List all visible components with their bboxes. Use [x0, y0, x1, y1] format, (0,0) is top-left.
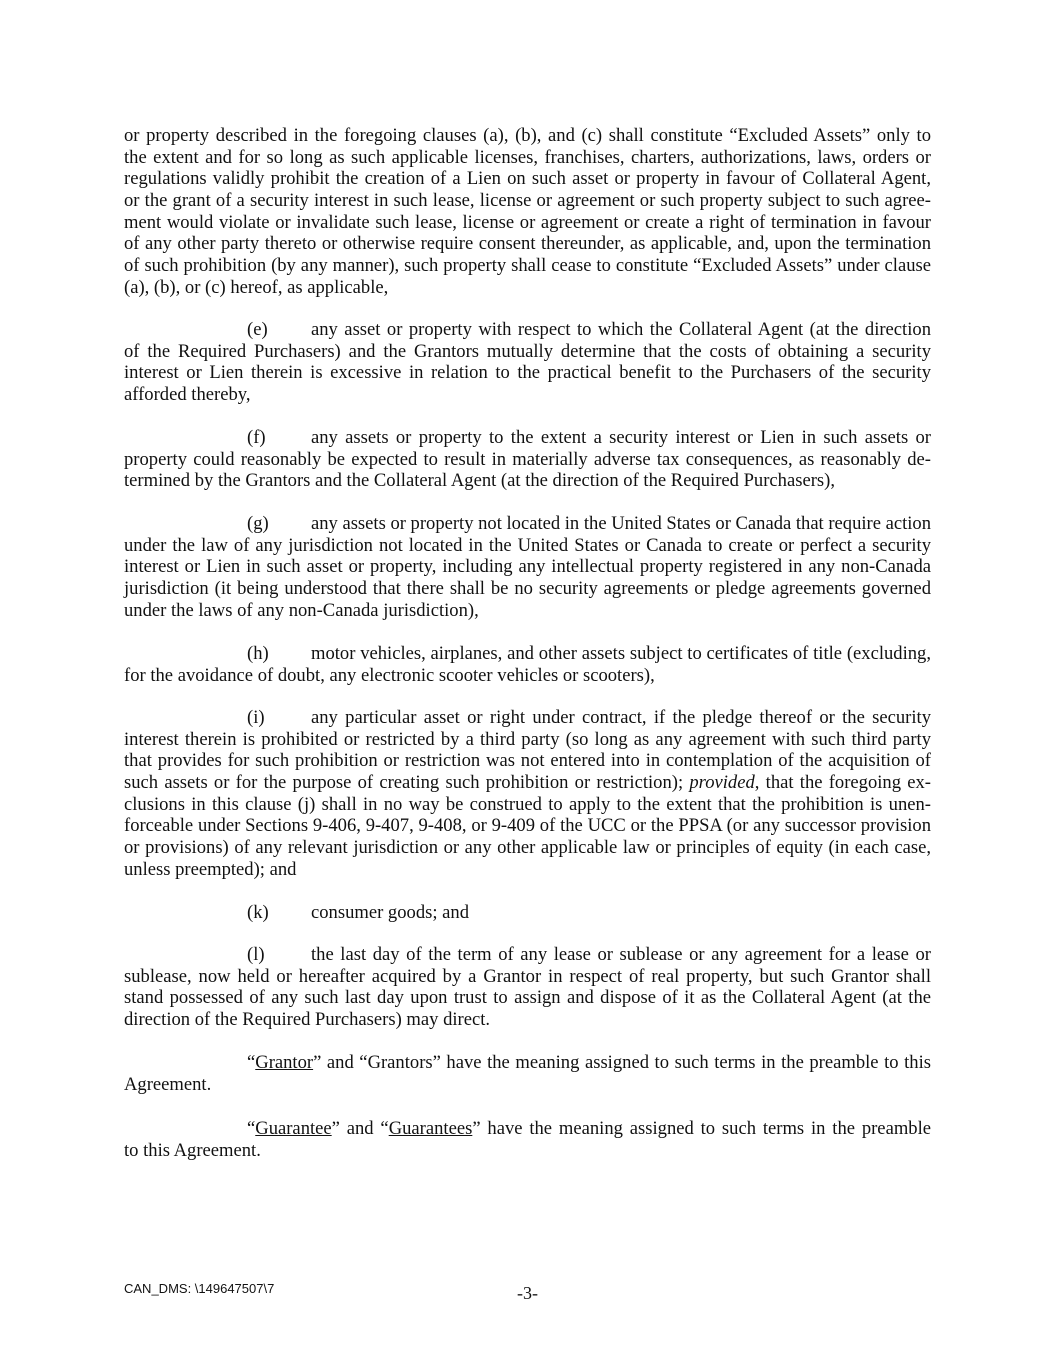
- text-line: [124, 665, 931, 687]
- text-segment: regulations validly prohibit the creation of a Lien on such asset or property in favour of Collateral Agent,: [124, 168, 931, 190]
- page-number: -3-: [517, 1283, 538, 1303]
- text-line: [124, 212, 931, 234]
- text-line: [124, 147, 931, 169]
- defined-term: Guarantee: [255, 1118, 332, 1139]
- text-line: [124, 902, 931, 924]
- text-segment: “: [247, 1052, 256, 1073]
- text-line: [124, 966, 931, 988]
- text-segment: any assets or property not located in the United States or Canada that require action: [311, 513, 931, 534]
- paragraph-definition-grantor: [124, 1052, 931, 1095]
- text-segment: under the laws of any non-Canada jurisdiction),: [124, 599, 479, 621]
- text-segment: of any other party thereto or otherwise require consent thereunder, as applicable, and, upon the termination: [124, 233, 931, 255]
- paragraph-clause-f: [124, 427, 931, 492]
- clause-label: (e): [247, 319, 268, 340]
- text-segment: any assets or property to the extent a security interest or Lien in such assets or: [311, 427, 931, 448]
- text-line: [124, 859, 931, 881]
- text-segment: or provisions) of any relevant jurisdiction or any other applicable law or principles of equity (in each case,: [124, 837, 931, 859]
- text-line: [124, 772, 931, 794]
- text-line: [124, 362, 931, 384]
- clause-label: (f): [247, 427, 266, 448]
- paragraph-clause-e: [124, 319, 931, 406]
- paragraph-clause-g: [124, 513, 931, 621]
- text-segment: stand possessed of any such last day upon trust to assign and dispose of it as the Collateral Agent (at the: [124, 987, 931, 1009]
- text-line: [124, 707, 931, 729]
- text-line: [124, 1052, 931, 1074]
- paragraph-definition-guarantee: [124, 1118, 931, 1161]
- text-segment: , that the foregoing ex-: [754, 772, 932, 794]
- text-segment: interest therein is prohibited or restricted by a third party (so long as any agreement with such third party: [124, 728, 931, 750]
- text-line: [124, 837, 931, 859]
- paragraph-clause-l: [124, 944, 931, 1031]
- clause-label: (h): [247, 643, 269, 664]
- text-segment: forceable under Sections 9-406, 9-407, 9-408, or 9-409 of the UCC or the PPSA (or any successor provision: [124, 815, 931, 837]
- text-segment: such assets or for the purpose of creating such prohibition or restriction);: [124, 772, 690, 794]
- text-line: [124, 578, 931, 600]
- text-segment: afforded thereby,: [124, 384, 251, 406]
- text-segment: interest or Lien therein is excessive in relation to the practical benefit to the Purchasers of the security: [124, 362, 931, 384]
- text-segment: (a), (b), or (c) hereof, as applicable,: [124, 276, 389, 298]
- text-line: [124, 729, 931, 751]
- text-line: [124, 643, 931, 665]
- paragraph-clause-i: [124, 707, 931, 881]
- text-segment: sublease, now held or hereafter acquired by a Grantor in respect of real property, but such Grantor shall: [124, 965, 931, 987]
- text-segment: the last day of the term of any lease or sublease or any agreement for a lease or: [311, 944, 931, 965]
- text-line: [124, 987, 931, 1009]
- text-segment: direction of the Required Purchasers) may direct.: [124, 1009, 491, 1031]
- text-segment: or the grant of a security interest in such lease, license or agreement or such property subject to such agree-: [124, 190, 931, 212]
- text-segment: of such prohibition (by any manner), such property shall cease to constitute “Excluded Assets” under clause: [124, 255, 931, 277]
- text-segment: termined by the Grantors and the Collateral Agent (at the direction of the Required Purchasers),: [124, 470, 835, 492]
- text-segment: interest or Lien in such asset or property, including any intellectual property registered in any non-Canada: [124, 556, 931, 578]
- text-line: [124, 535, 931, 557]
- text-line: [124, 1140, 931, 1162]
- text-line: [124, 277, 931, 299]
- text-line: [124, 1009, 931, 1031]
- paragraph-clause-k: [124, 902, 931, 924]
- text-line: [124, 341, 931, 363]
- text-segment: any asset or property with respect to which the Collateral Agent (at the direction: [311, 319, 931, 340]
- text-segment: to this Agreement.: [124, 1139, 261, 1161]
- text-line: [124, 255, 931, 277]
- clause-label: (i): [247, 707, 265, 728]
- clause-label: (k): [247, 902, 269, 923]
- text-line: [124, 600, 931, 622]
- text-line: [124, 427, 931, 449]
- text-line: [124, 384, 931, 406]
- text-segment: any particular asset or right under contract, if the pledge thereof or the security: [311, 707, 931, 728]
- clause-label: (l): [247, 944, 265, 965]
- text-line: [124, 815, 931, 837]
- text-segment: jurisdiction (it being understood that there shall be no security agreements or pledge agreements governed: [124, 578, 931, 600]
- text-line: [124, 190, 931, 212]
- text-segment: consumer goods; and: [311, 902, 470, 923]
- paragraph-clause-h: [124, 643, 931, 686]
- text-segment: ” and “: [331, 1118, 389, 1139]
- text-segment: motor vehicles, airplanes, and other assets subject to certificates of title (excluding,: [311, 643, 931, 664]
- text-segment: “: [247, 1118, 256, 1139]
- text-segment: for the avoidance of doubt, any electronic scooter vehicles or scooters),: [124, 664, 655, 686]
- text-line: [124, 168, 931, 190]
- text-segment: clusions in this clause (j) shall in no way be construed to apply to the extent that the prohibition is unen-: [124, 793, 931, 815]
- text-line: [124, 1074, 931, 1096]
- text-line: [124, 470, 931, 492]
- text-segment: that provides for such prohibition or restriction was not entered into in contemplation of the acquisition of: [124, 750, 931, 772]
- text-line: [124, 750, 931, 772]
- text-line: [124, 1118, 931, 1140]
- text-segment: the extent and for so long as such applicable licenses, franchises, charters, authorizations, laws, orders or: [124, 146, 931, 168]
- text-line: [124, 556, 931, 578]
- text-line: [124, 513, 931, 535]
- defined-term: Grantor: [255, 1052, 314, 1073]
- text-segment: ” and “Grantors” have the meaning assigned to such terms in the preamble to this: [313, 1052, 931, 1073]
- text-line: [124, 449, 931, 471]
- text-segment: Agreement.: [124, 1073, 212, 1095]
- paragraph-continuation: [124, 125, 931, 299]
- text-line: [124, 944, 931, 966]
- text-segment: ” have the meaning assigned to such terms in the preamble: [472, 1118, 931, 1139]
- emphasis: provided: [689, 772, 755, 794]
- text-line: [124, 319, 931, 341]
- text-segment: property could reasonably be expected to result in materially adverse tax consequences, as reasonably de-: [124, 448, 931, 470]
- text-line: [124, 233, 931, 255]
- text-segment: of the Required Purchasers) and the Grantors mutually determine that the costs of obtaining a security: [124, 340, 931, 362]
- clause-label: (g): [247, 513, 269, 534]
- text-line: [124, 125, 931, 147]
- text-segment: under the law of any jurisdiction not located in the United States or Canada to create or perfect a security: [124, 534, 931, 556]
- text-segment: unless preempted); and: [124, 858, 297, 880]
- document-id: CAN_DMS: \149647507\7: [124, 1281, 275, 1296]
- text-segment: ment would violate or invalidate such lease, license or agreement or create a right of termination in favour: [124, 211, 931, 233]
- text-line: [124, 794, 931, 816]
- defined-term: Guarantees: [388, 1118, 473, 1139]
- text-segment: or property described in the foregoing clauses (a), (b), and (c) shall constitute “Excluded Assets” only to: [124, 125, 931, 146]
